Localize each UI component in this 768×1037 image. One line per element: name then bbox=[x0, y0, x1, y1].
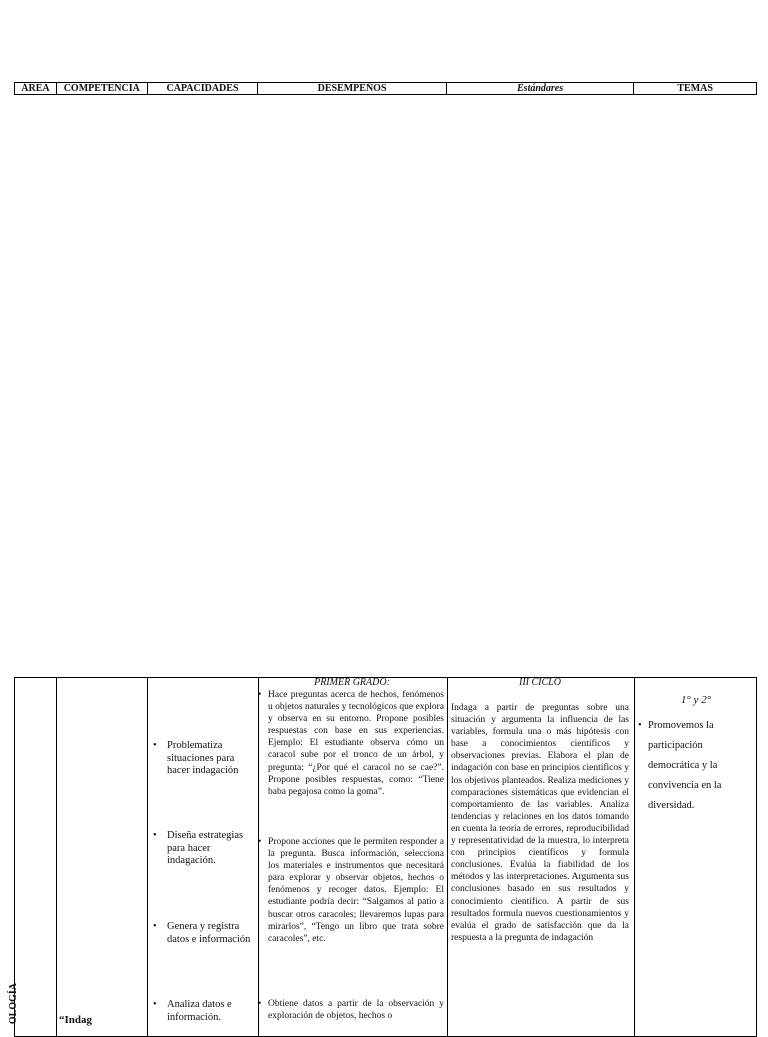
bullet-icon: • bbox=[258, 999, 262, 1009]
header-temas: TEMAS bbox=[677, 83, 713, 94]
bullet-icon: • bbox=[153, 830, 157, 841]
estandares-cycle-title: III CICLO bbox=[519, 677, 561, 688]
bullet-icon: • bbox=[258, 690, 262, 700]
capacidad-item: • Problematiza situaciones para hacer indagación bbox=[153, 740, 239, 776]
header-desempenos: DESEMPEÑOS bbox=[258, 83, 446, 94]
desempeno-item: • Hace preguntas acerca de hechos, fenómenos u objetos naturales y tecnológicos que explora y observa en su entorno. Propone posibles respuestas con base en sus experiencias. Ejemplo: El estudiante observa cómo un caracol sube por el tronco de un árbol, y pregunta: “¿Por qué el caracol no se cae?”. Propone posibles respuestas, como: “Tiene baba pegajosa como la goma”. bbox=[258, 690, 444, 797]
bullet-icon: • bbox=[258, 837, 262, 847]
capacidad-item: • Analiza datos e información. bbox=[153, 999, 232, 1023]
header-capacidades: CAPACIDADES bbox=[148, 83, 259, 94]
capacidad-item: • Diseña estrategias para hacer indagación. bbox=[153, 830, 244, 866]
desempeno-item: • Propone acciones que le permiten responder a la pregunta. Busca información, selecciona los materiales e instrumentos que necesitará para explorar y observar objetos, hechos o fenómenos y recoger datos. Ejemplo: El estudiante podría decir: “Salgamos al patio a buscar otros caracoles; llevaremos lupas para mirarlos”, “Tengo un libro que trata sobre caracoles”, etc. bbox=[258, 837, 444, 944]
tema-item: • Promovemos la participación democrática y la convivencia en la diversidad. bbox=[638, 716, 754, 816]
bullet-icon: • bbox=[153, 999, 157, 1010]
desempenos-grade-title: PRIMER GRADO: bbox=[314, 677, 390, 688]
estandar-text: Indaga a partir de preguntas sobre una situación y argumenta la influencia de las variables, formula una o más hipótesis con base a conocimientos científicos y observaciones previas. Elabora el plan de indagación con base en principios científicos y los objetivos planteados. Realiza mediciones y comparaciones sistemáticas que evidencian el comportamiento de las variables. Analiza tendencias y relaciones en los datos tomando en cuenta la teoría de errores, reproducibilidad y representatividad de la muestra, lo interpreta con principios científicos y formula conclusiones. Evalúa la fiabilidad de los métodos y las interpretaciones. Argumenta sus conclusiones basado en sus resultados y conocimiento científico. A partir de sus resultados formula nuevos cuestionamientos y evalúa el grado de satisfacción que da la respuesta a la pregunta de indagación bbox=[451, 703, 629, 943]
header-area: ÁREA bbox=[15, 83, 57, 94]
capacidad-item: • Genera y registra datos e información bbox=[153, 921, 251, 945]
header-estandares: Estándares bbox=[447, 83, 635, 94]
header-table bbox=[14, 82, 757, 95]
competencia-label: “Indag bbox=[59, 1014, 93, 1026]
header-competencia: COMPETENCIA bbox=[57, 83, 148, 94]
competencia-column bbox=[57, 678, 148, 1036]
bullet-icon: • bbox=[153, 740, 157, 751]
area-label: OLOGÍA bbox=[8, 983, 19, 1025]
bullet-icon: • bbox=[638, 720, 642, 731]
desempeno-item: • Obtiene datos a partir de la observación y exploración de objetos, hechos o bbox=[258, 999, 444, 1022]
bullet-icon: • bbox=[153, 921, 157, 932]
temas-grades: 1° y 2° bbox=[680, 694, 712, 706]
